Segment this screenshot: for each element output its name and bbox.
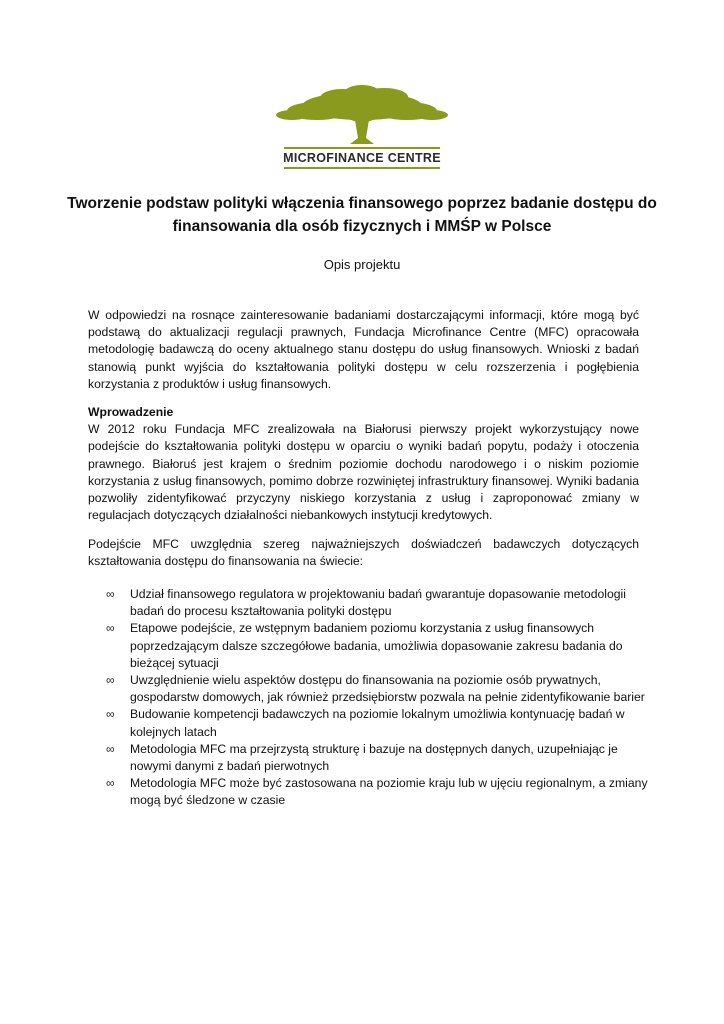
list-item xyxy=(88,620,648,672)
list-item xyxy=(88,706,648,740)
list-item-text: Metodologia MFC ma przejrzystą strukturę i bazuje na dostępnych danych, uzupełniając je nowymi danymi z badań pierwotnych xyxy=(130,741,618,774)
introduction-paragraph: W 2012 roku Fundacja MFC zrealizowała na Białorusi pierwszy projekt wykorzystujący nowe podejście do kształtowania polityki dostępu w oparciu o wyniki badań popytu, podaży i otoczenia prawnego. Białoruś jest krajem o średnim poziomie dochodu narodowego i o niskim poziomie korzystania z usług finansowych, pomimo dobrze rozwiniętej infrastruktury finansowej. Wyniki badania pozwoliły zidentyfikować przyczyny niskiego korzystania z usług i zaproponować zmiany w regulacjach dotyczących działalności niebankowych instytucji kredytowych. xyxy=(88,422,639,523)
approach-paragraph: Podejście MFC uwzględnia szereg najważniejszych doświadczeń badawczych dotyczących kształtowania dostępu do finansowania na świecie: xyxy=(88,537,639,569)
infinity-bullet-icon: ∞ xyxy=(106,621,115,636)
list-item xyxy=(88,672,648,706)
logo-text: MICROFINANCE CENTRE xyxy=(283,151,441,165)
logo-rule-bottom xyxy=(284,167,440,169)
section-heading: Wprowadzenie xyxy=(88,405,174,419)
tree-icon xyxy=(262,84,462,146)
list-item xyxy=(88,775,648,809)
infinity-bullet-icon: ∞ xyxy=(106,776,115,791)
document-title: Tworzenie podstaw polityki włączenia finansowego poprzez badanie dostępu do finansowania dla osób fizycznych i MMŚP w Polsce xyxy=(67,195,657,235)
intro-paragraph: W odpowiedzi na rosnące zainteresowanie badaniami dostarczającymi informacji, które mogą być podstawą do aktualizacji regulacji prawnych, Fundacja Microfinance Centre (MFC) opracowała metodologię badawczą do oceny aktualnego stanu dostępu do usług finansowych. Wnioski z badań stanowią punkt wyjścia do kształtowania polityki dostępu w celu rozszerzenia i pogłębienia korzystania z produktów i usług finansowych. xyxy=(88,308,639,391)
list-item-text: Uwzględnienie wielu aspektów dostępu do finansowania na poziomie osób prywatnych, gospodarstw domowych, jak również przedsiębiorstw pozwala na pełnie zidentyfikowanie barier xyxy=(130,673,645,705)
list-item xyxy=(88,741,648,775)
infinity-bullet-icon: ∞ xyxy=(106,741,115,756)
list-item xyxy=(88,586,648,620)
infinity-bullet-icon: ∞ xyxy=(106,707,115,722)
logo-rule-top xyxy=(284,147,440,149)
introduction-section xyxy=(88,404,639,524)
infinity-bullet-icon: ∞ xyxy=(106,673,115,688)
list-item-text: Udział finansowego regulatora w projektowaniu badań gwarantuje dopasowanie metodologii badań do procesu kształtowania polityki dostępu xyxy=(130,587,626,619)
infinity-bullet-icon: ∞ xyxy=(106,587,115,601)
approach-bullet-list xyxy=(88,586,648,810)
list-item-text: Etapowe podejście, ze wstępnym badaniem poziomu korzystania z usług finansowych poprzedzającym dalsze szczegółowe badania, umożliwia dopasowanie zakresu badania do bieżącej sytuacji xyxy=(130,621,623,670)
microfinance-centre-logo xyxy=(262,84,462,174)
document-subtitle: Opis projektu xyxy=(323,257,401,272)
list-item-text: Budowanie kompetencji badawczych na poziomie lokalnym umożliwia kontynuację badań w kolejnych latach xyxy=(130,707,625,739)
list-item-text: Metodologia MFC może być zastosowana na poziomie kraju lub w ujęciu regionalnym, a zmiany mogą być śledzone w czasie xyxy=(130,776,648,808)
